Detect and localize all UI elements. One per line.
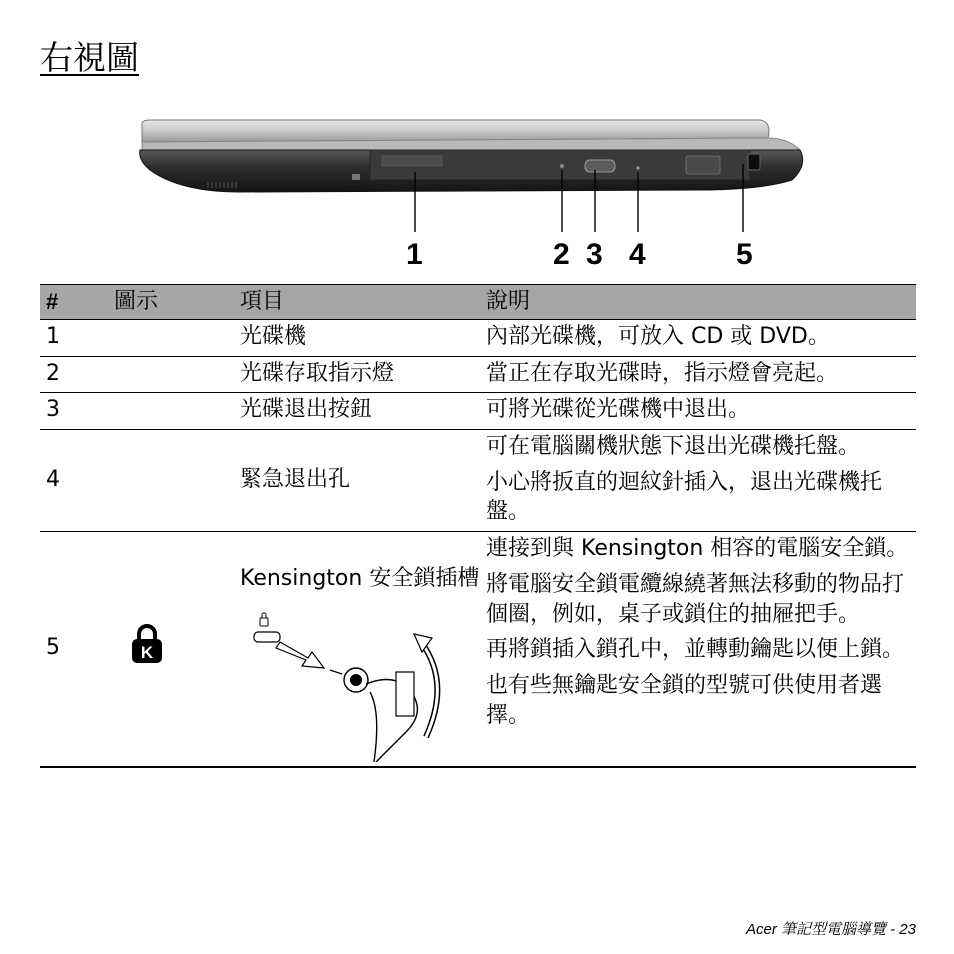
table-header-row	[40, 285, 916, 320]
header-icon: 圖示	[108, 285, 234, 320]
header-desc: 說明	[480, 285, 916, 320]
row-desc	[480, 532, 916, 767]
svg-text:K: K	[140, 642, 154, 662]
callout-number-5: 5	[736, 238, 753, 271]
header-item: 項目	[234, 285, 480, 320]
port-description-table	[40, 284, 916, 768]
row-icon	[108, 356, 234, 393]
row-item: 光碟機	[234, 320, 480, 357]
kensington-lock-icon	[130, 623, 164, 665]
row-desc	[480, 356, 916, 393]
table-row	[40, 532, 916, 767]
table-row	[40, 393, 916, 430]
row-item-label: Kensington 安全鎖插槽	[240, 566, 480, 592]
desc-paragraph: 也有些無鑰匙安全鎖的型號可供使用者選擇。	[486, 672, 883, 728]
callout-number-1: 1	[406, 238, 423, 271]
desc-paragraph: 可將光碟從光碟機中退出。	[486, 397, 751, 423]
row-item: 緊急退出孔	[234, 430, 480, 532]
row-num: 1	[40, 320, 108, 357]
callout-number-2: 2	[553, 238, 570, 271]
row-item: 光碟退出按鈕	[234, 393, 480, 430]
row-icon	[108, 393, 234, 430]
header-num: #	[40, 285, 108, 320]
kensington-lock-diagram	[246, 612, 446, 762]
desc-paragraph: 連接到與 Kensington 相容的電腦安全鎖。	[486, 536, 909, 562]
row-num: 3	[40, 393, 108, 430]
desc-paragraph: 內部光碟機，可放入 CD 或 DVD。	[486, 324, 830, 349]
row-icon	[108, 320, 234, 357]
desc-paragraph: 再將鎖插入鎖孔中，並轉動鑰匙以便上鎖。	[486, 637, 905, 663]
page-title: 右視圖	[40, 38, 139, 77]
row-desc	[480, 320, 916, 357]
desc-paragraph: 小心將扳直的迴紋針插入，退出光碟機托盤。	[486, 469, 883, 525]
row-num: 4	[40, 430, 108, 532]
row-desc	[480, 430, 916, 532]
table-row	[40, 430, 916, 532]
row-icon	[108, 532, 234, 767]
row-item	[234, 532, 480, 767]
row-item: 光碟存取指示燈	[234, 356, 480, 393]
row-num: 5	[40, 532, 108, 767]
callout-number-4: 4	[629, 238, 646, 271]
row-icon	[108, 430, 234, 532]
laptop-right-side-illustration	[120, 110, 820, 280]
table-row	[40, 356, 916, 393]
callout-number-3: 3	[586, 238, 603, 271]
row-desc	[480, 393, 916, 430]
desc-paragraph: 將電腦安全鎖電纜線繞著無法移動的物品打個圈，例如，桌子或鎖住的抽屜把手。	[486, 571, 905, 627]
page-footer: Acer 筆記型電腦導覽 - 23	[745, 921, 916, 938]
desc-paragraph: 可在電腦關機狀態下退出光碟機托盤。	[486, 434, 861, 460]
table-row	[40, 320, 916, 357]
row-num: 2	[40, 356, 108, 393]
desc-paragraph: 當正在存取光碟時，指示燈會亮起。	[486, 360, 839, 386]
